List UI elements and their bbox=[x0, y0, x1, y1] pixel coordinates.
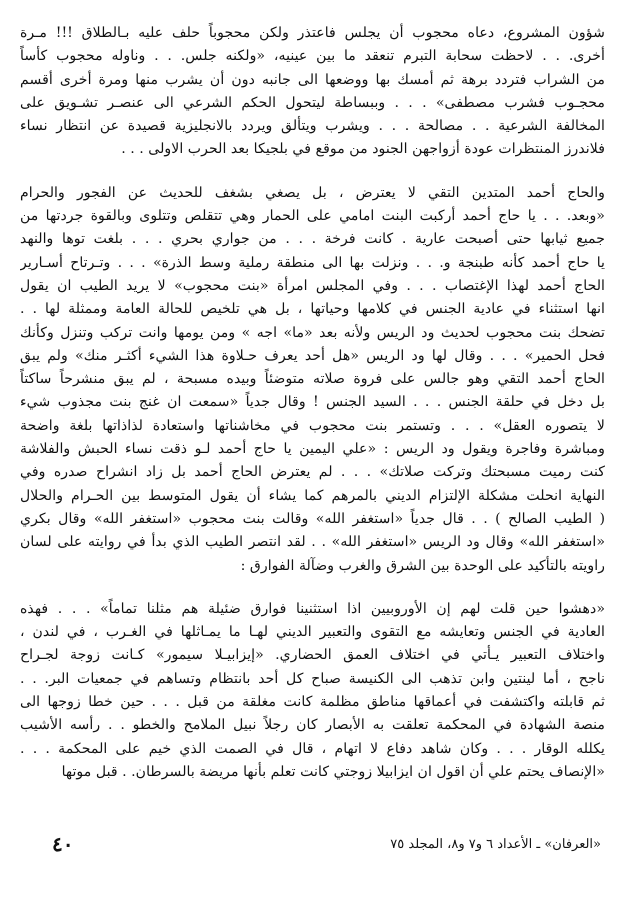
text-line: فحل الحمير» . . . وقال لها ود الريس «هل أحد يعرف حـلاوة هذا الشيء أكثـر منك» ولم يبق bbox=[20, 347, 605, 364]
text-line: جميع ثيابها حتى أصبحت عارية . كانت فرخة . . . من جواري بحري . . . بلغت توها والنهد bbox=[20, 231, 605, 248]
text-line: راويته بالتأكيد على الوحدة بين الشرق والغرب وضآلة الفوارق : bbox=[240, 557, 605, 574]
text-line: العادية في الجنس وتعايشه مع التقوى والتعبير الديني لهـا ما يمـاثلها في الغـرب ، في لندن ، bbox=[20, 624, 605, 641]
text-line: يا حاج أحمد كأنه طبنجة و. . . ونزلت بها الى منطقة رملية وسط الذرة» . . . وتـرتاح أسـارير bbox=[20, 254, 605, 271]
paragraph bbox=[20, 182, 605, 578]
journal-reference: «العرفان» ـ الأعداد ٦ و٧ و٨، المجلد ٧٥ bbox=[390, 836, 601, 852]
paragraph bbox=[20, 22, 605, 162]
text-line: فلاندرز المنتظرات عودة أزواجهن الجنود من موقع في بلجيكا بعد الحرب الاولى . . . bbox=[121, 141, 605, 158]
text-line: «وبعد. . . يا حاج أحمد أركبت البنت امامي على الحمار وهي تتقلص وتتلوى وبالقوة جردتها من bbox=[20, 208, 605, 225]
text-line: محجـوب فشرب مصطفى» . . . وببساطة ليتحول الحكم الشرعي الى عنصـر تشـويق على bbox=[20, 94, 605, 111]
text-line: واختلاف التعبير يـأتي في اختلاف العمق الحضاري. «إيزابيـلا سيمور» كـانت زوجة لجـراح bbox=[20, 647, 605, 664]
paragraph-gap bbox=[20, 162, 605, 182]
text-line: النهاية انحلت مشكلة الإلتزام الديني بالمرهم كما يشاء أن يقول المتوسط بين الحـرام والحلال bbox=[20, 487, 605, 504]
text-line: لا يتصوره العقل» . . . وتستمر بنت محجوب في مخاشناتها واستعادة لذاذاتها بلغة واضحة bbox=[20, 417, 605, 434]
paragraph-gap bbox=[20, 578, 605, 598]
text-line: شؤون المشروع، دعاه محجوب أن يجلس فاعتذر ولكن محجوباً حلف عليه بـالطلاق !!! مـرة bbox=[20, 25, 605, 41]
text-line: «الإنصاف يحتم علي أن اقول ان ايزابيلا زوجتي كانت تعلم بأنها مريضة بالسرطان. . قبل موتها bbox=[61, 763, 605, 780]
text-line: الحاج أحمد التقي وهو جالس على فروة صلاته متوضئاً وبيده مسبحة ، لم يبق منشرحاً ساكتاً bbox=[20, 371, 605, 388]
text-line: أخرى. . . لاحظت سحابة التبرم تنعقد ما بين عينيه، «ولكنه جلس. . . وناوله محجوب كأساً bbox=[20, 48, 605, 65]
text-line: «دهشوا حين قلت لهم إن الأوروبيين اذا استثنينا فوارق ضئيلة هم مثلنا تماماً» . . . فهذه bbox=[20, 600, 605, 617]
text-line: المخالفة الشرعية . . مصالحة . . . ويشرب ويتألق ويردد بالانجليزية قصيدة عن انتظار نساء bbox=[20, 118, 605, 135]
text-line: والحاج أحمد المتدين التقي لا يعترض ، بل يصغي بشغف للحديث عن الفجور والحرام bbox=[20, 184, 605, 201]
text-line: ومباشرة وفاجرة ويقول ود الريس : «علي اليمين يا حاج أحمد لـو ذقت نساء الحبش والفلاشة bbox=[20, 441, 605, 458]
text-line: ( الطيب الصالح ) . . قال جدياً «استغفر الله» وقالت بنت محجوب «استغفر الله» وقال بكري bbox=[20, 510, 605, 527]
text-line: يكلله الوقار . . . وكان شاهد دفاع لا اتهام ، قال في الصمت الذي خيم على المحكمة . . . bbox=[20, 740, 605, 757]
paragraph bbox=[20, 598, 605, 784]
page-footer bbox=[52, 832, 601, 856]
text-line: «استغفر الله» وقال ود الريس «استغفر الله» . . لقد انتصر الطيب الذي بدأ في روايته على لسان bbox=[20, 534, 605, 551]
page-number: ٤٠ bbox=[52, 832, 74, 856]
text-line: تضحك بنت محجوب لحديث ود الريس ولأنه بعد «ما» اجه » ومن يومها وانت تركب وتنزل وكأنك bbox=[20, 324, 605, 341]
body-text bbox=[20, 22, 605, 784]
text-line: الحاج أحمد لهذا الإغتصاب . . . وفي المجلس امرأة «بنت محجوب» لا يريد الطيب ان يقول bbox=[20, 277, 605, 294]
text-line: ناجح ، أما لينتين وابن تذهب الى الكنيسة صباح كل أحد بانتظام وتساهم في جمعيات البر. . . bbox=[20, 670, 605, 687]
text-line: منصة الشهادة في المحكمة تعلقت به الأبصار كان رجلاً نبيل الملامح والخطو . . رأسه الأشيب bbox=[20, 717, 605, 734]
text-line: بل دخل في حلقة الجنس . . . السيد الجنس ! وقال جدياً «سمعت ان غنج بنت مجذوب شيء bbox=[20, 394, 605, 411]
text-line: من الشراب فتردد برهة ثم أمسك بها ووضعها الى جانبه دون أن يشرب منها ومرة أخرى أقسم bbox=[20, 71, 605, 88]
text-line: كنت رميت مسبحتك وتركت صلاتك» . . . لم يعترض الحاج أحمد بل زاد انشراح صدره وفي bbox=[20, 464, 605, 481]
text-line: انها استثناء في عادية الجنس في كلامها وحياتها ، بل هي تلخيص للحالة العامة وممثلة لها . . bbox=[20, 301, 605, 318]
text-line: ثم قابلته واكتشفت في أعماقها مناطق مظلمة كانت مغلقة من قبل . . . حين خطا زوجها الى bbox=[20, 694, 605, 711]
